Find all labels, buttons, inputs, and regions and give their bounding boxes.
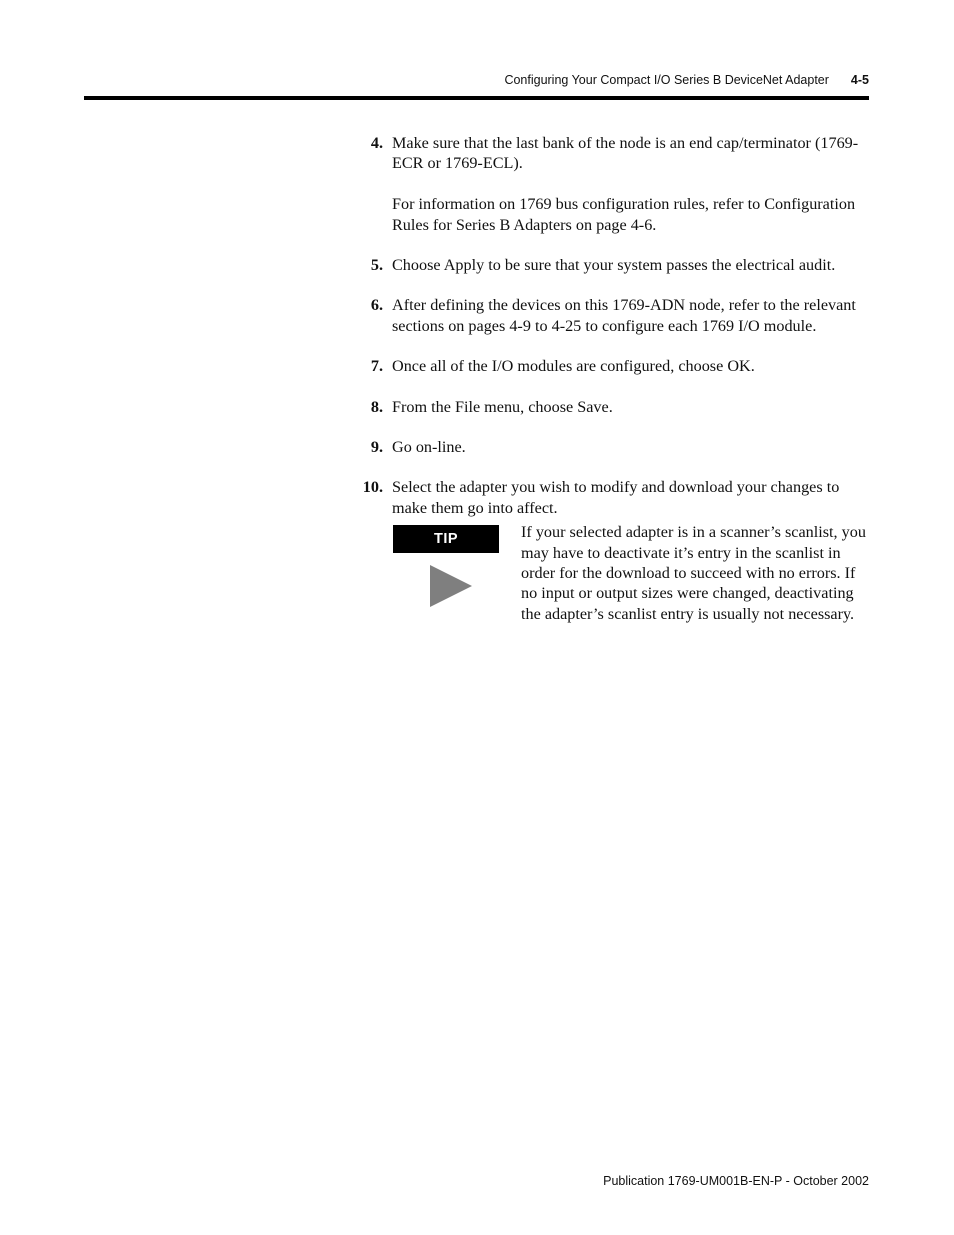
- tip-label: TIP: [393, 525, 499, 553]
- step-number: 7.: [370, 357, 383, 376]
- tip-text: If your selected adapter is in a scanner’s scanlist, you may have to deactivate it’s entry in the scanlist in order for the download to succeed with no errors. If no input or output sizes were changed, deactivating the adapter’s scanlist entry is usually not necessary.: [521, 523, 866, 623]
- step-number: 6.: [370, 296, 383, 315]
- step-number: 8.: [370, 397, 383, 416]
- step-number: 5.: [370, 256, 383, 275]
- step-8: [355, 397, 870, 417]
- step-number: 9.: [370, 438, 383, 457]
- step-7: [355, 356, 870, 376]
- step-5: [355, 255, 870, 275]
- step-4: [355, 133, 870, 235]
- step-number: 4.: [370, 134, 383, 152]
- tip-box: [392, 522, 870, 642]
- procedure-steps: [355, 133, 870, 642]
- step-text: For information on 1769 bus configuration rules, refer to Configuration Rules for Series B Adapters on page 4-6.: [392, 195, 856, 234]
- step-text: After defining the devices on this 1769-ADN node, refer to the relevant sections on pages 4-9 to 4-25 to configure each 1769 I/O module.: [392, 296, 856, 335]
- step-6: [355, 295, 870, 336]
- step-text: From the File menu, choose Save.: [392, 397, 613, 416]
- page-number: 4-5: [850, 73, 869, 87]
- step-text: Make sure that the last bank of the node is an end cap/terminator (1769-ECR or 1769-ECL).: [392, 134, 859, 173]
- step-text: Choose Apply to be sure that your system passes the electrical audit.: [392, 256, 836, 275]
- running-header: [400, 73, 869, 87]
- chapter-title: Configuring Your Compact I/O Series B DeviceNet Adapter: [504, 73, 829, 87]
- step-text: Go on-line.: [392, 438, 466, 457]
- header-rule: [84, 96, 869, 100]
- right-arrow-icon: [430, 565, 472, 607]
- step-number: 10.: [362, 478, 383, 497]
- publication-footer: Publication 1769-UM001B-EN-P - October 2002: [603, 1174, 869, 1188]
- step-9: [355, 437, 870, 457]
- step-text: Once all of the I/O modules are configured, choose OK.: [392, 357, 755, 376]
- step-text: Select the adapter you wish to modify and download your changes to make them go into affect.: [392, 478, 840, 517]
- step-10: [355, 477, 870, 518]
